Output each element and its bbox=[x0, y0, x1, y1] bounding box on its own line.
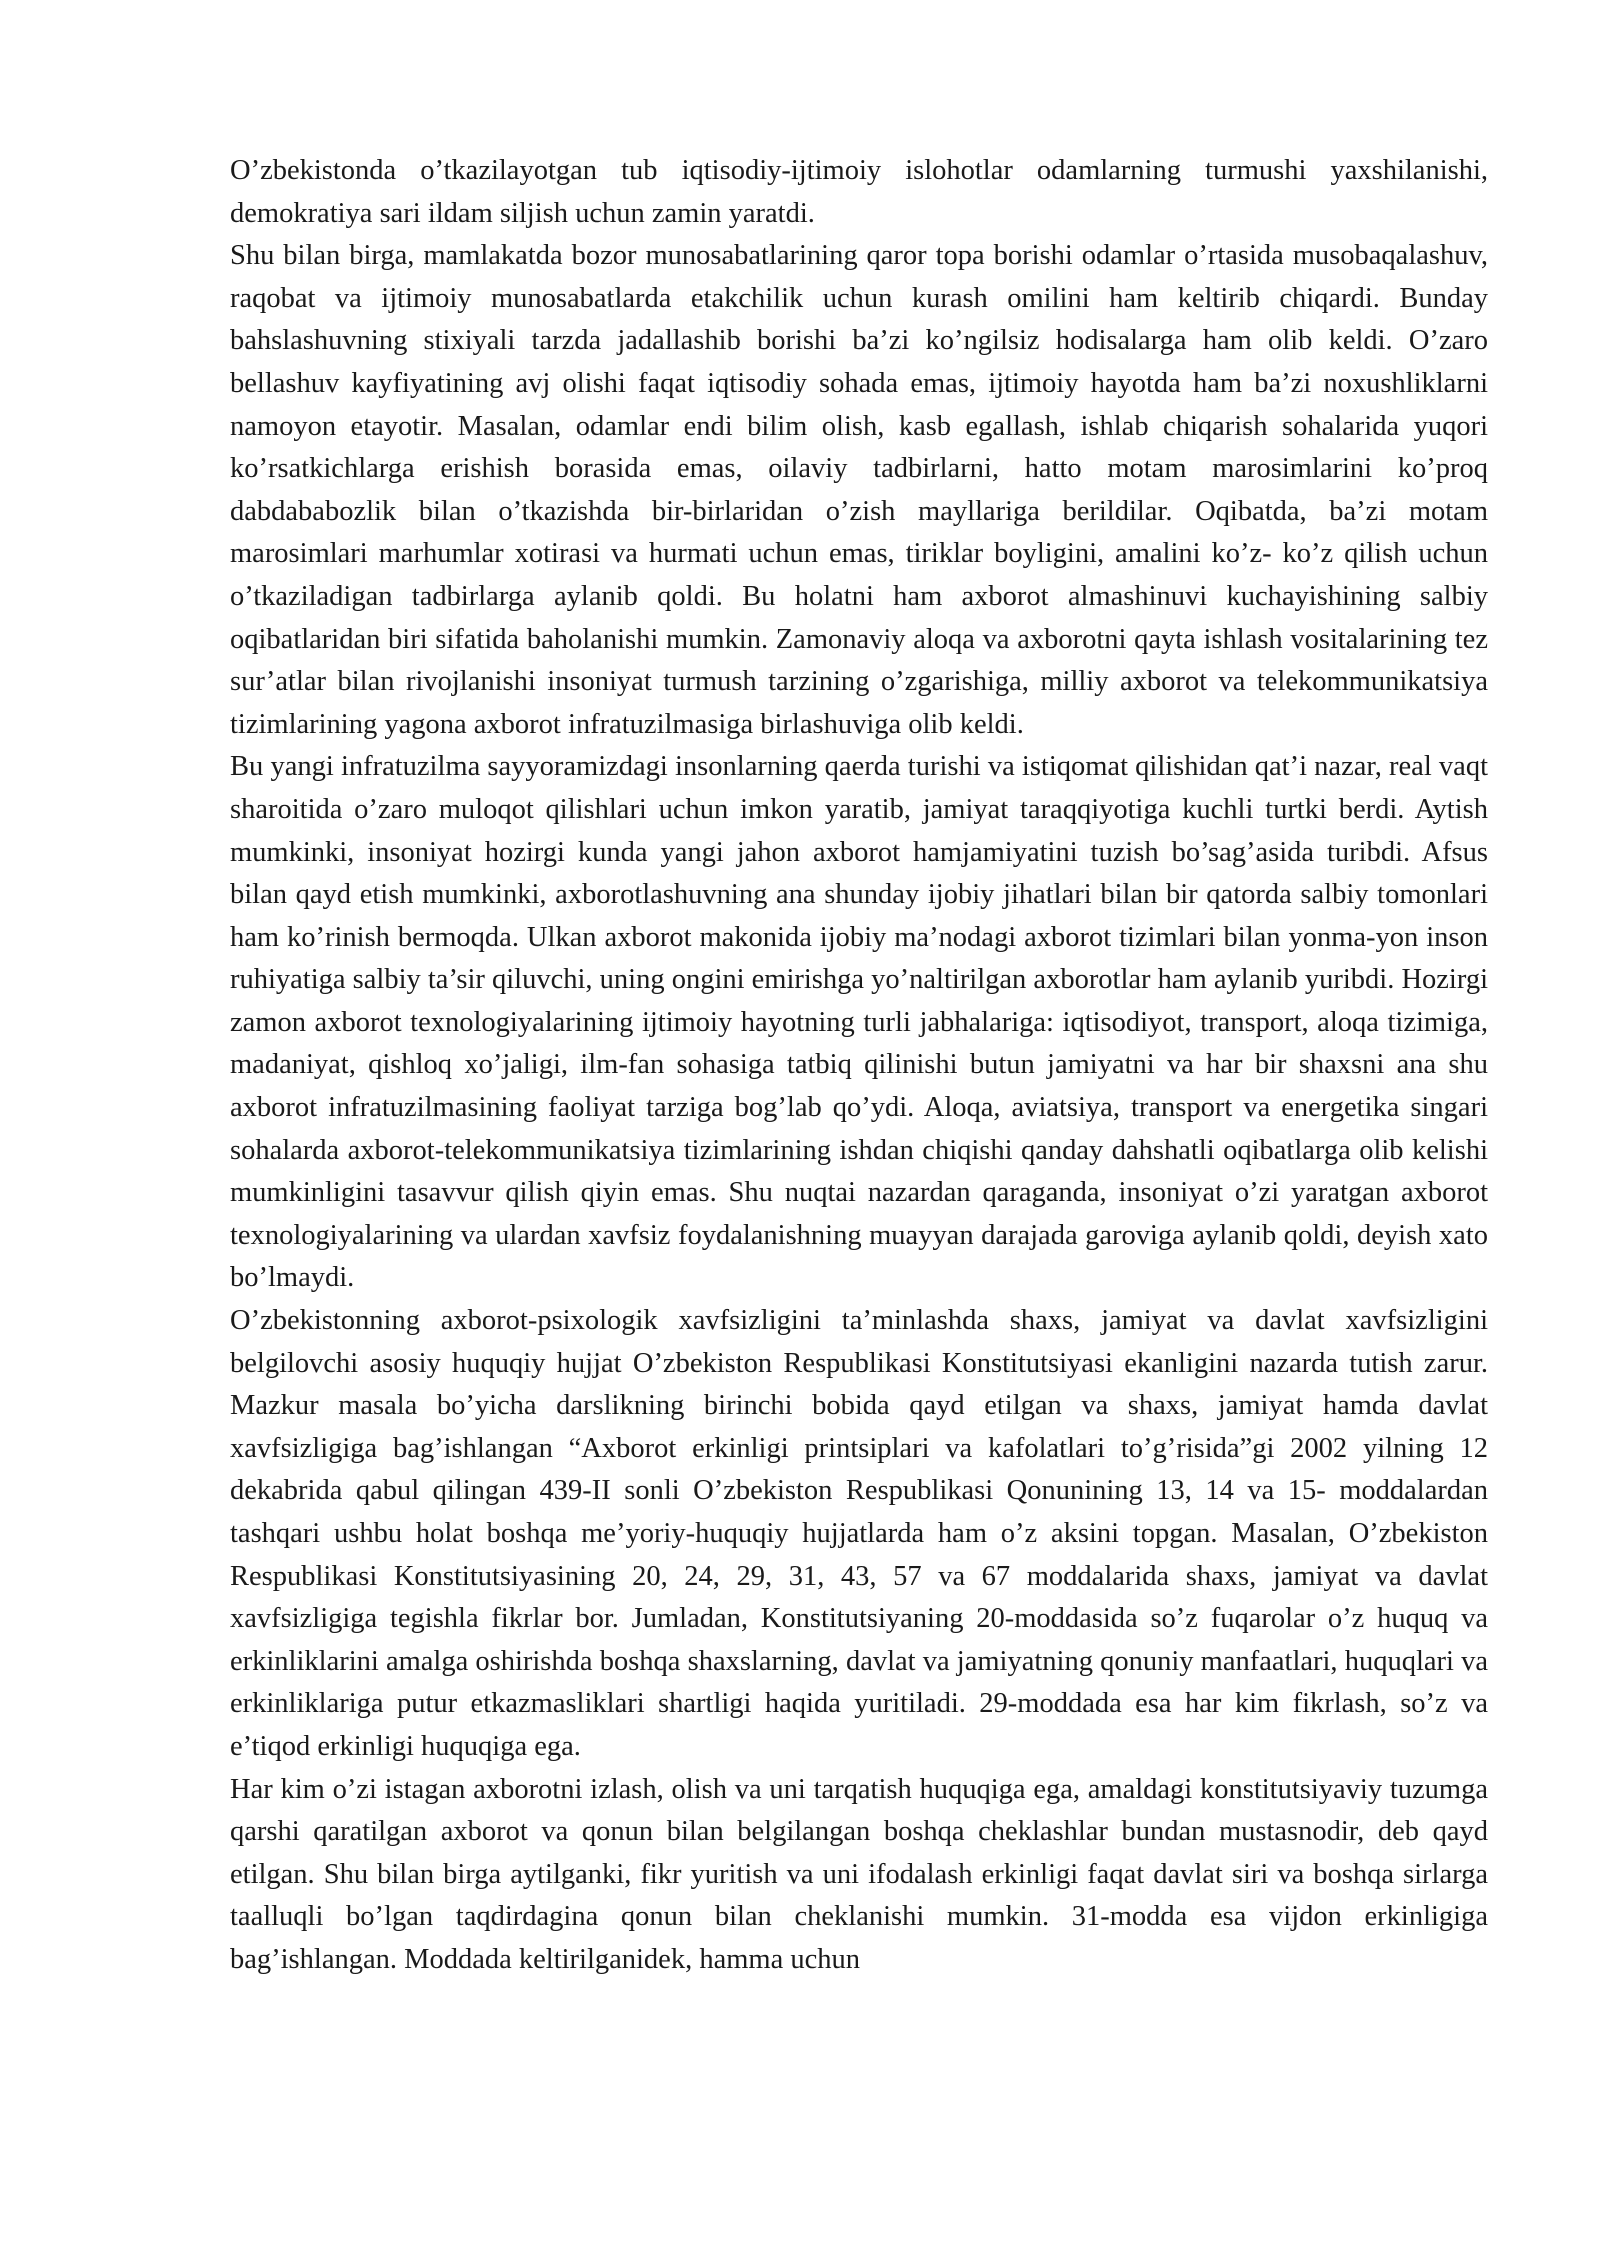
paragraph: O’zbekistonda o’tkazilayotgan tub iqtisodiy-ijtimoiy islohotlar odamlarning turmushi yaxshilanishi, demokratiya sari ildam siljish uchun zamin yaratdi. bbox=[230, 155, 1488, 229]
paragraph: Shu bilan birga, mamlakatda bozor munosabatlarining qaror topa borishi odamlar o’rtasida musobaqalashuv, raqobat va ijtimoiy munosabatlarda etakchilik uchun kurash omilini ham keltirib chiqardi. Bunday bahslashuvning stixiyali tarzda jadallashib borishi ba’zi ko’ngilsiz hodisalarga ham olib keldi. O’zaro bellashuv kayfiyatining avj olishi faqat iqtisodiy sohada emas, ijtimoiy hayotda ham ba’zi noxushliklarni namoyon etayotir. Masalan, odamlar endi bilim olish, kasb egallash, ishlab chiqarish sohalarida yuqori ko’rsatkichlarga erishish borasida emas, oilaviy tadbirlarni, hatto motam marosimlarini ko’proq dabdababozlik bilan o’tkazishda bir-birlaridan o’zish mayllariga berildilar. Oqibatda, ba’zi motam marosimlari marhumlar xotirasi va hurmati uchun emas, tiriklar boyligini, amalini ko’z- ko’z qilish uchun o’tkaziladigan tadbirlarga aylanib qoldi. Bu holatni ham axborot almashinuvi kuchayishining salbiy oqibatlaridan biri sifatida baholanishi mumkin. Zamonaviy aloqa va axborotni qayta ishlash vositalarining tez sur’atlar bilan rivojlanishi insoniyat turmush tarzining o’zgarishiga, milliy axborot va telekommunikatsiya tizimlarining yagona axborot infratuzilmasiga birlashuviga olib keldi. bbox=[230, 240, 1488, 740]
paragraph: O’zbekistonning axborot-psixologik xavfsizligini ta’minlashda shaxs, jamiyat va davlat xavfsizligini belgilovchi asosiy huquqiy hujjat O’zbekiston Respublikasi Konstitutsiyasi ekanligini nazarda tutish zarur. Mazkur masala bo’yicha darslikning birinchi bobida qayd etilgan va shaxs, jamiyat hamda davlat xavfsizligiga bag’ishlangan “Axborot erkinligi printsiplari va kafolatlari to’g’risida”gi 2002 yilning 12 dekabrida qabul qilingan 439-II sonli O’zbekiston Respublikasi Qonunining 13, 14 va 15- moddalardan tashqari ushbu holat boshqa me’yoriy-huquqiy hujjatlarda ham o’z aksini topgan. Masalan, O’zbekiston Respublikasi Konstitutsiyasining 20, 24, 29, 31, 43, 57 va 67 moddalarida shaxs, jamiyat va davlat xavfsizligiga tegishla fikrlar bor. Jumladan, Konstitutsiyaning 20-moddasida so’z fuqarolar o’z huquq va erkinliklarini amalga oshirishda boshqa shaxslarning, davlat va jamiyatning qonuniy manfaatlari, huquqlari va erkinliklariga putur etkazmasliklari shartligi haqida yuritiladi. 29-moddada esa har kim fikrlash, so’z va e’tiqod erkinligi huquqiga ega. bbox=[230, 1305, 1488, 1762]
paragraph: Har kim o’zi istagan axborotni izlash, olish va uni tarqatish huquqiga ega, amaldagi konstitutsiyaviy tuzumga qarshi qaratilgan axborot va qonun bilan belgilangan boshqa cheklashlar bundan mustasnodir, deb qayd etilgan. Shu bilan birga aytilganki, fikr yuritish va uni ifodalash erkinligi faqat davlat siri va boshqa sirlarga taalluqli bo’lgan taqdirdagina qonun bilan cheklanishi mumkin. 31-modda esa vijdon erkinligiga bag’ishlangan. Moddada keltirilganidek, hamma uchun bbox=[230, 1773, 1488, 1975]
document-page bbox=[230, 150, 1488, 1982]
paragraph: Bu yangi infratuzilma sayyoramizdagi insonlarning qaerda turishi va istiqomat qilishidan qat’i nazar, real vaqt sharoitida o’zaro muloqot qilishlari uchun imkon yaratib, jamiyat taraqqiyotiga kuchli turtki berdi. Aytish mumkinki, insoniyat hozirgi kunda yangi jahon axborot hamjamiyatini tuzish bo’sag’asida turibdi. Afsus bilan qayd etish mumkinki, axborotlashuvning ana shunday ijobiy jihatlari bilan bir qatorda salbiy tomonlari ham ko’rinish bermoqda. Ulkan axborot makonida ijobiy ma’nodagi axborot tizimlari bilan yonma-yon inson ruhiyatiga salbiy ta’sir qiluvchi, uning ongini emirishga yo’naltirilgan axborotlar ham aylanib yuribdi. Hozirgi zamon axborot texnologiyalarining ijtimoiy hayotning turli jabhalariga: iqtisodiyot, transport, aloqa tizimiga, madaniyat, qishloq xo’jaligi, ilm-fan sohasiga tatbiq qilinishi butun jamiyatni va har bir shaxsni ana shu axborot infratuzilmasining faoliyat tarziga bog’lab qo’ydi. Aloqa, aviatsiya, transport va energetika singari sohalarda axborot-telekommunikatsiya tizimlarining ishdan chiqishi qanday dahshatli oqibatlarga olib kelishi mumkinligini tasavvur qilish qiyin emas. Shu nuqtai nazardan qaraganda, insoniyat o’zi yaratgan axborot texnologiyalarining va ulardan xavfsiz foydalanishning muayyan darajada garoviga aylanib qoldi, deyish xato bo’lmaydi. bbox=[230, 751, 1488, 1294]
